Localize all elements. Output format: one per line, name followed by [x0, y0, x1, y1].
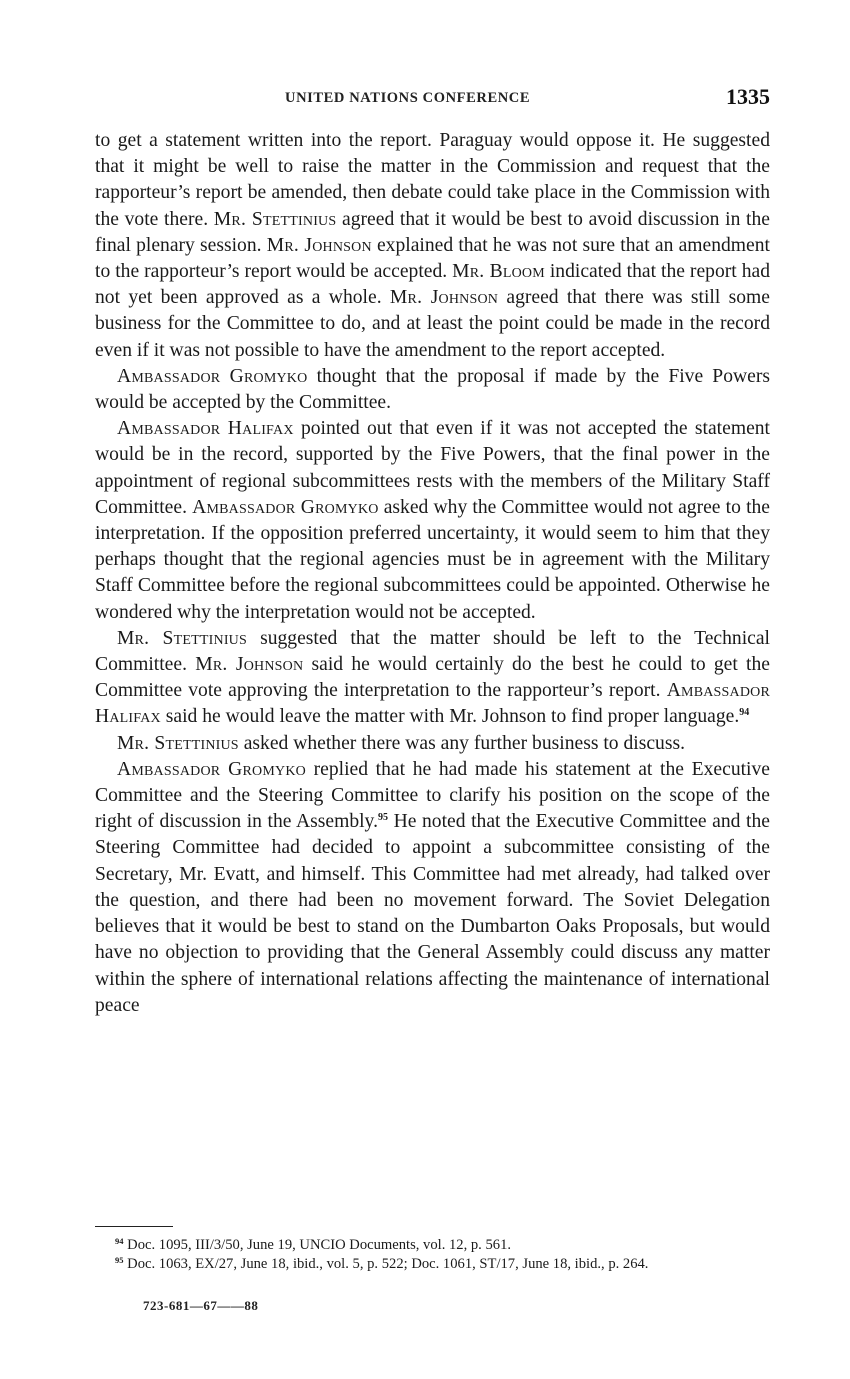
- text-segment: said he would leave the matter with Mr. Johnson to find proper language.: [160, 706, 740, 728]
- speaker-name: Mr. Stettinius: [117, 627, 247, 649]
- footnote-number: 94: [115, 1236, 124, 1246]
- speaker-name: Mr. Stettinius: [213, 208, 337, 230]
- speaker-name: Mr. Stettinius: [117, 732, 239, 754]
- speaker-name: Ambassador Gromyko: [117, 758, 306, 780]
- footnote-text: Doc. 1095, III/3/50, June 19, UNCIO Documents, vol. 12, p. 561.: [127, 1237, 512, 1253]
- footnote-reference[interactable]: 95: [377, 812, 388, 824]
- text-segment: to get a statement written into the report. Paraguay would oppose it. He suggested that it might be well to raise the matter in the Commission and request that the rapporteur’s report be amended, then debate could take place in the Commission with the vote there.: [95, 130, 770, 230]
- running-title: UNITED NATIONS CONFERENCE: [285, 90, 531, 106]
- text-segment: thought that the proposal if made by the Five Powers would be accepted by the Committee.: [95, 365, 771, 414]
- speaker-name: Mr. Johnson: [195, 654, 304, 676]
- text-segment: asked whether there was any further business to discuss.: [238, 732, 685, 754]
- speaker-name: Ambassador Gromyko: [117, 365, 308, 387]
- text-segment: agreed that there was still some business for the Committee to do, and at least the point could be made in the record even if it was not possible to have the amendment to the report accepted.: [95, 287, 770, 361]
- body-text: [95, 128, 770, 1019]
- paragraph: [95, 128, 770, 364]
- speaker-name: Mr. Johnson: [266, 234, 372, 256]
- paragraph: [95, 364, 770, 416]
- footnote-number: 95: [115, 1254, 124, 1265]
- printer-code: 723-681—67——88: [143, 1298, 259, 1313]
- speaker-name: Mr. Johnson: [389, 287, 499, 309]
- text-segment: explained that he was not sure that an amendment to the rapporteur’s report would be accepted.: [95, 234, 770, 283]
- footnotes: [95, 1236, 770, 1273]
- footnote-text: Doc. 1063, EX/27, June 18, ibid., vol. 5, p. 522; Doc. 1061, ST/17, June 18, ibid., p. 264.: [127, 1255, 649, 1272]
- text-segment: pointed out that even if it was not accepted the statement would be in the record, supported by the Five Powers, that the final power in the appointment of regional subcommittees rests with the members of the Military Staff Committee.: [95, 418, 771, 518]
- page-number: 1335: [726, 84, 770, 109]
- text-segment: suggested that the matter should be left to the Technical Committee.: [95, 627, 770, 676]
- paragraph: [95, 731, 770, 757]
- footnote-reference[interactable]: 94: [739, 707, 750, 719]
- text-segment: asked why the Committee would not agree to the interpretation. If the opposition preferred uncertainty, it would seem to him that they perhaps thought that the regional agencies must be in agreement with the Military Staff Committee before the regional subcommittees could be appointed. Otherwise he wondered why the interpretation would not be accepted.: [95, 496, 771, 623]
- speaker-name: Ambassador Halifax: [95, 680, 770, 728]
- paragraph: [95, 626, 770, 731]
- text-segment: indicated that the report had not yet been approved as a whole.: [95, 261, 770, 309]
- text-segment: agreed that it would be best to avoid discussion in the final plenary session.: [95, 208, 770, 256]
- footnote: [95, 1236, 770, 1255]
- footnote: [95, 1255, 770, 1274]
- text-segment: said he would certainly do the best he could to get the Committee vote approving the interpretation to the rapporteur’s report.: [95, 654, 770, 702]
- speaker-name: Ambassador Halifax: [117, 418, 294, 440]
- speaker-name: Ambassador Gromyko: [192, 496, 379, 518]
- speaker-name: Mr. Bloom: [452, 261, 545, 283]
- paragraph: [95, 757, 770, 1019]
- paragraph: [95, 416, 770, 626]
- footnote-divider: [95, 1226, 173, 1227]
- running-header: [95, 84, 770, 114]
- text-segment: replied that he had made his statement at the Executive Committee and the Steering Committee to clarify his position on the scope of the right of discussion in the Assembly.: [95, 758, 770, 833]
- text-segment: He noted that the Executive Committee and the Steering Committee had decided to appoint a subcommittee consisting of the Secretary, Mr. Evatt, and himself. This Committee had met already, had talked over the question, and there had been no movement forward. The Soviet Delegation believes that it would be best to stand on the Dumbarton Oaks Proposals, but would have no objection to providing that the General Assembly could discuss any matter within the sphere of international relations affecting the maintenance of international peace: [95, 811, 770, 1016]
